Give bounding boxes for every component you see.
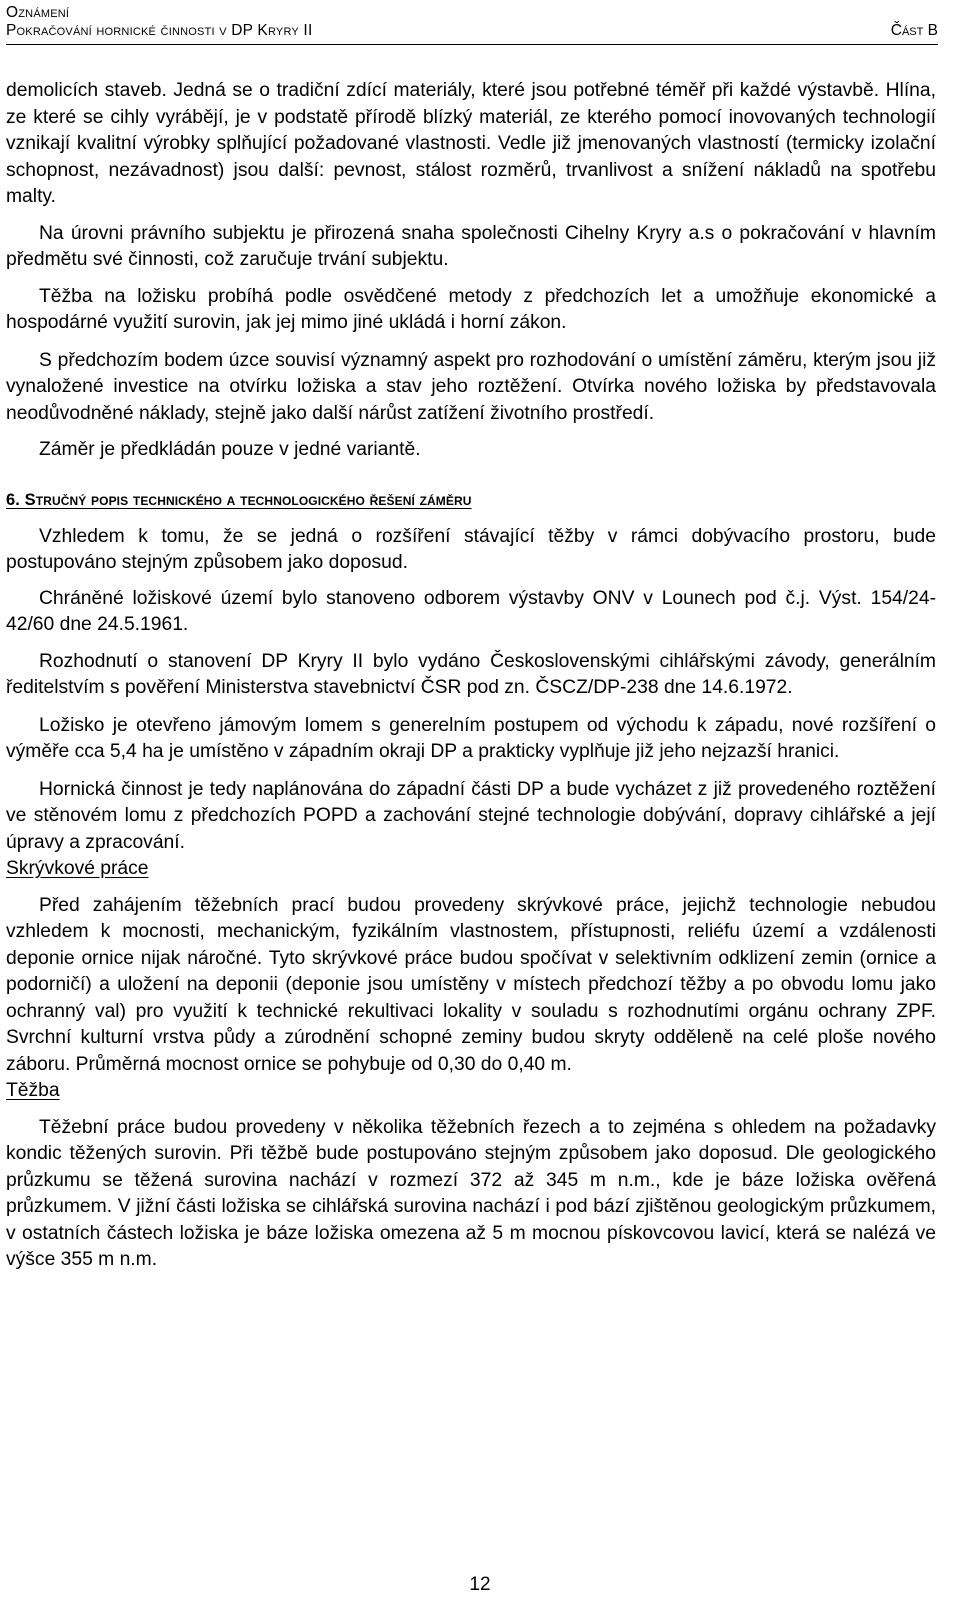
section-heading-6: 6. Stručný popis technického a technologického řešení záměru <box>6 490 472 509</box>
header-document-type: Oznámení <box>6 4 70 21</box>
header-part-label: Část B <box>890 22 938 39</box>
paragraph-overburden: Před zahájením těžebních prací budou provedeny skrývkové práce, jejichž technologie nebudou vzhledem k mocnosti, mechanickým, fyzikálním vlastnostem, přístupnosti, reliéfu území a vzdálenosti deponie ornice nijak náročné. Tyto skrývkové práce budou spočívat v selektivním odklizení zemin (ornice a podorničí) a uložení na deponii (deponie jsou umístěny v místech předchozí těžby a po obvodu lomu jako ochranný val) pro využití k technické rekultivaci lokality v souladu s rozhodnutími orgánu ochrany ZPF. Svrchní kulturní vrstva půdy a zúrodnění schopné zeminy budou skryty odděleně na celé ploše nového záboru. Průměrná mocnost ornice se pohybuje od 0,30 do 0,40 m. <box>6 894 936 1075</box>
paragraph-single-variant: Záměr je předkládán pouze v jedné variantě. <box>39 439 421 460</box>
subheading-overburden-works: Skrývkové práce <box>6 858 149 879</box>
paragraph-materials: demolicích staveb. Jedná se o tradiční zdící materiály, které jsou potřebné téměř při každé výstavbě. Hlína, ze které se cihly vyrábějí, je v podstatě přírodě blízký materiál, ze kterého pomocí inovovaných technologií vznikají kvalitní výrobky splňující požadované vlastnosti. Vedle již jmenovaných vlastností (termicky izolační schopnost, nezávadnost) jsou další: pevnost, stálost rozměrů, trvanlivost a snížení nákladů na spotřebu malty. <box>6 80 936 207</box>
paragraph-legal-subject: Na úrovni právního subjektu je přirozená snaha společnosti Cihelny Kryry a.s o pokračování v hlavním předmětu své činnosti, což zaručuje trvání subjektu. <box>6 222 936 270</box>
paragraph-decision: Rozhodnutí o stanovení DP Kryry II bylo vydáno Československými cihlářskými závody, generálním ředitelstvím s pověření Ministerstva stavebnictví ČSR pod zn. ČSCZ/DP-238 dne 14.6.1972. <box>6 650 936 698</box>
paragraph-mining-method: Těžba na ložisku probíhá podle osvědčené metody z předchozích let a umožňuje ekonomické a hospodárné využití surovin, jak jej mimo jiné ukládá i horní zákon. <box>6 285 936 333</box>
header-document-title: Pokračování hornické činnosti v DP Kryry II <box>6 22 313 39</box>
paragraph-quarry-opening: Ložisko je otevřeno jámovým lomem s generelním postupem od východu k západu, nové rozšíření o výměře cca 5,4 ha je umístěno v západním okraji DP a prakticky vyplňuje již jeho nejzazší hranici. <box>6 714 936 762</box>
paragraph-mining-activity: Hornická činnost je tedy naplánována do západní části DP a bude vycházet z již provedeného roztěžení ve stěnovém lomu z předchozích POPD a zachování stejné technologie dobývání, dopravy cihlářské a její úpravy a zpracování. <box>6 778 936 853</box>
paragraph-expansion: Vzhledem k tomu, že se jedná o rozšíření stávající těžby v rámci dobývacího prostoru, bude postupováno stejným způsobem jako doposud. <box>6 525 936 573</box>
page-number: 12 <box>469 1574 491 1595</box>
paragraph-protected-area: Chráněné ložiskové území bylo stanoveno odborem výstavby ONV v Lounech pod č.j. Výst. 154/24-42/60 dne 24.5.1961. <box>6 587 936 635</box>
paragraph-extraction: Těžební práce budou provedeny v několika těžebních řezech a to zejména s ohledem na požadavky kondic těžených surovin. Při těžbě bude postupováno stejným způsobem jako doposud. Dle geologického průzkumu se těžená surovina nachází v rozmezí 372 až 345 m n.m., kde je báze ložiska ověřená průzkumem. V jižní části ložiska se cihlářská surovina nachází i pod bází zjištěnou geologickým průzkumem, v ostatních částech ložiska je báze ložiska omezena až 5 m mocnou pískovcovou lavicí, která se nalézá ve výšce 355 m n.m. <box>6 1116 936 1270</box>
subheading-extraction: Těžba <box>6 1080 60 1101</box>
document-body <box>6 78 936 1274</box>
page-header <box>6 4 938 45</box>
paragraph-investments: S předchozím bodem úzce souvisí významný aspekt pro rozhodování o umístění záměru, kterým jsou již vynaložené investice na otvírku ložiska a stav jeho roztěžení. Otvírka nového ložiska by představovala neodůvodněné náklady, stejně jako další nárůst zatížení životního prostředí. <box>6 349 936 424</box>
